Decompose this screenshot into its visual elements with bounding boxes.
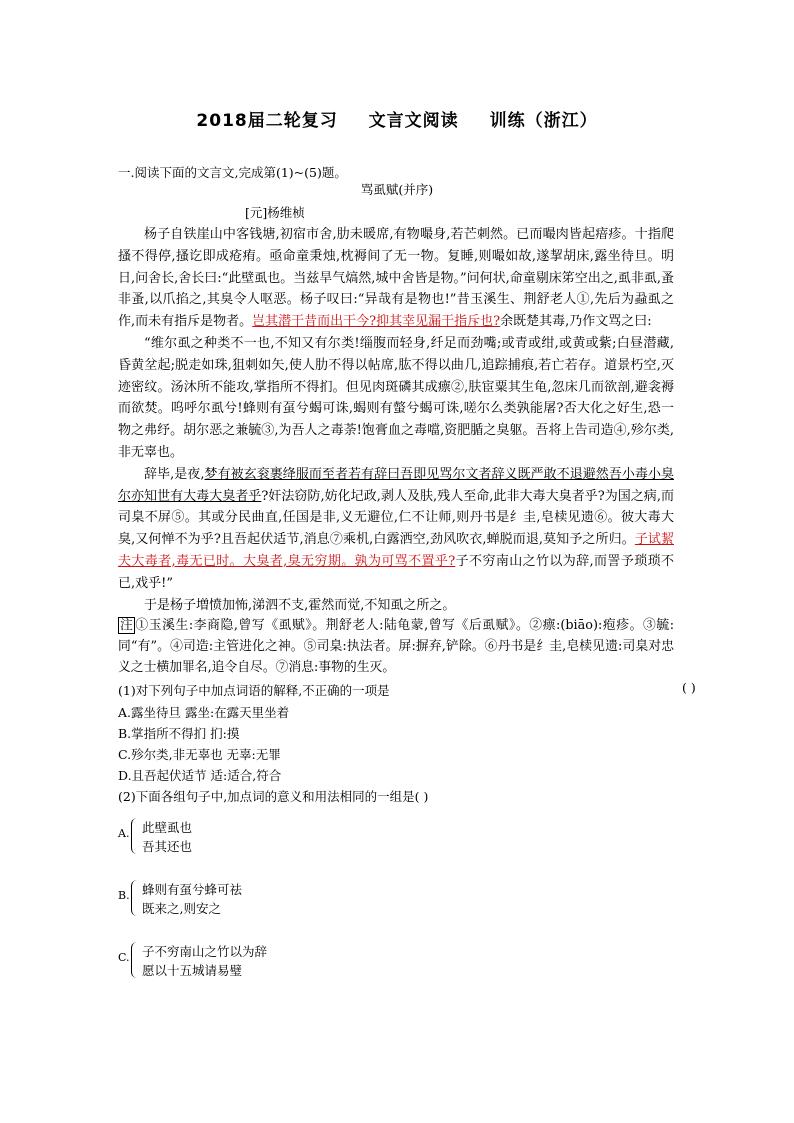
title-part-2: 文言文阅读 [368,111,459,131]
brace [131,880,138,916]
notes-mark: 注 [120,618,134,633]
piece-title: 骂虱赋(并序) [360,182,434,197]
document-title [0,106,794,131]
option-a-line-2: 吾其还也 [142,839,193,854]
option-b-line-1: 蜂则有虿兮蜂可祛 [142,882,243,897]
annotations [118,615,674,678]
title-part-1: 2018届二轮复习 [196,111,338,131]
q1-option-d: D.且吾起伏适节 适:适合,符合 [118,768,282,783]
q1-option-a: A.露坐待旦 露坐:在露天里坐着 [118,705,290,720]
answer-blank-1: ( ) [682,680,696,695]
option-b-line-2: 既来之,则安之 [142,901,221,916]
title-part-3: 训练（浙江） [489,111,598,131]
paragraph-3-tail: 子不穷南山之竹以为辞,而詈予琐琐不已,戏乎!” [118,553,674,591]
q1-option-c: C.殄尔类,非无辜也 无辜:无罪 [118,747,281,762]
option-a-label: A. [118,827,130,840]
option-c-label: C. [118,951,130,964]
passage [118,224,674,616]
option-a-line-1: 此壁虱也 [142,820,193,835]
brace [131,942,138,978]
option-b-label: B. [118,889,130,902]
paragraph-1 [118,224,674,333]
brace [131,818,138,854]
paragraph-1-text: 杨子自铁崖山中客钱塘,初宿市舍,肋未暖席,有物嘬身,若芒刺然。已而嘬肉皆起瘖疹。十指爬搔不得停,搔讫即成疮痏。亟命童秉烛,枕褥间了无一物。复睡,则嘬如故,遂挈胡床,露坐待旦。明日,问舍长,舍长曰:“此壁虱也。当兹旱气熇然,城中舍皆是物。”问何状,命童剔床笫空出之,虱非虱,蚤非蚤,以爪掐之,其臭令人呕恶。杨子叹曰:“异哉有是物也!”昔玉溪生、荆舒老人①,先后为蝨虱之作,而未有指斥是物者。 [118,227,674,330]
section-instruction: 一.阅读下面的文言文,完成第(1)~(5)题。 [118,165,347,180]
paragraph-3 [118,464,674,595]
author: [元]杨维桢 [245,205,305,220]
option-c-line-2: 愿以十五城请易璧 [142,963,243,978]
paragraph-3-lead: 辞毕,是夜, [144,466,205,482]
red-underlined-sentence-1: 岂其潜干昔而出干今?抑其幸见漏干指斥也? [252,314,501,330]
paragraph-4: 于是杨子増愤加怖,涕泗不支,霍然而觉,不知虱之所之。 [144,597,456,613]
question-1-stem: (1)对下列句子中加点词语的解释,不正确的一项是 [118,683,390,698]
paragraph-3-text: ?奸法窃防,妨化圮政,剥人及肤,残人至命,此非大毒大臭者乎?为国之病,而司臬不屏⑤。其或分民曲直,任国是非,义无避位,仁不让师,则丹书是纟圭,皂椟见遗⑥。彼大毒大臭,又何惮不为乎?且吾起伏适节,消息⑦乘机,白露洒空,劲风吹衣,蝉脱而退,莫知予之所归。 [118,488,674,548]
question-2-stem: (2)下面各组句子中,加点词的意义和用法相同的一组是( ) [118,789,429,804]
paragraph-2: “维尔虱之种类不一也,不知又有尔类!缁腹而轻身,纤足而劲嘴;或青或绀,或黄或紫;白昼潜藏,昏黄坌起;脱走如珠,狙刺如矢,使人肋不得以帖席,肱不得以曲几,追踪捕痕,若亡若存。道景朽空,灭迹密纹。汤沐所不能攻,掌指所不得扪。但见肉斑磷其成瘭②,肤宦粟其生龟,忽床几而欲剖,避衾褥而欲焚。呜呼尔虱兮!蜂则有虿兮蝎可诛,蝎则有螫兮蝎可诛,嗟尔么类孰能屠?否大化之好生,恐一物之弗纾。胡尔恶之兼毓③,为吾人之毒荼!饱膏血之毒噹,资肥腯之臭躯。吾将上告司造④,殄尔类,非无辜也。 [118,335,674,460]
red-underlined-sentence-2: 子试絜夫大毒者,毒无已时。大臭者,臭无穷期。孰为可骂不置乎? [118,532,674,569]
option-c-line-1: 子不穷南山之竹以为辞 [142,944,268,959]
notes-text: ①玉溪生:李商隐,曾写《虱赋》。荆舒老人:陆龟蒙,曾写《后虱赋》。②瘭:(biāo):疱疹。③毓:同“有”。④司造:主管进化之神。⑤司臬:执法者。屏:摒弃,铲除。⑥丹书是纟圭,皂椟见遗:司臬对忠义之士横加罪名,追令自尽。⑦消息:事物的生灭。 [118,618,675,675]
underlined-sentence: 梦有被玄衮裹绛服而至者若有辞曰吾即见骂尔文者辞义既严敢不退避然吾小毒小臭尔亦知世有大毒大臭者乎 [118,466,674,504]
q1-option-b: B.掌指所不得扪 扪:摸 [118,726,240,741]
paragraph-1-tail: 余既楚其毒,乃作文骂之曰: [500,314,652,330]
